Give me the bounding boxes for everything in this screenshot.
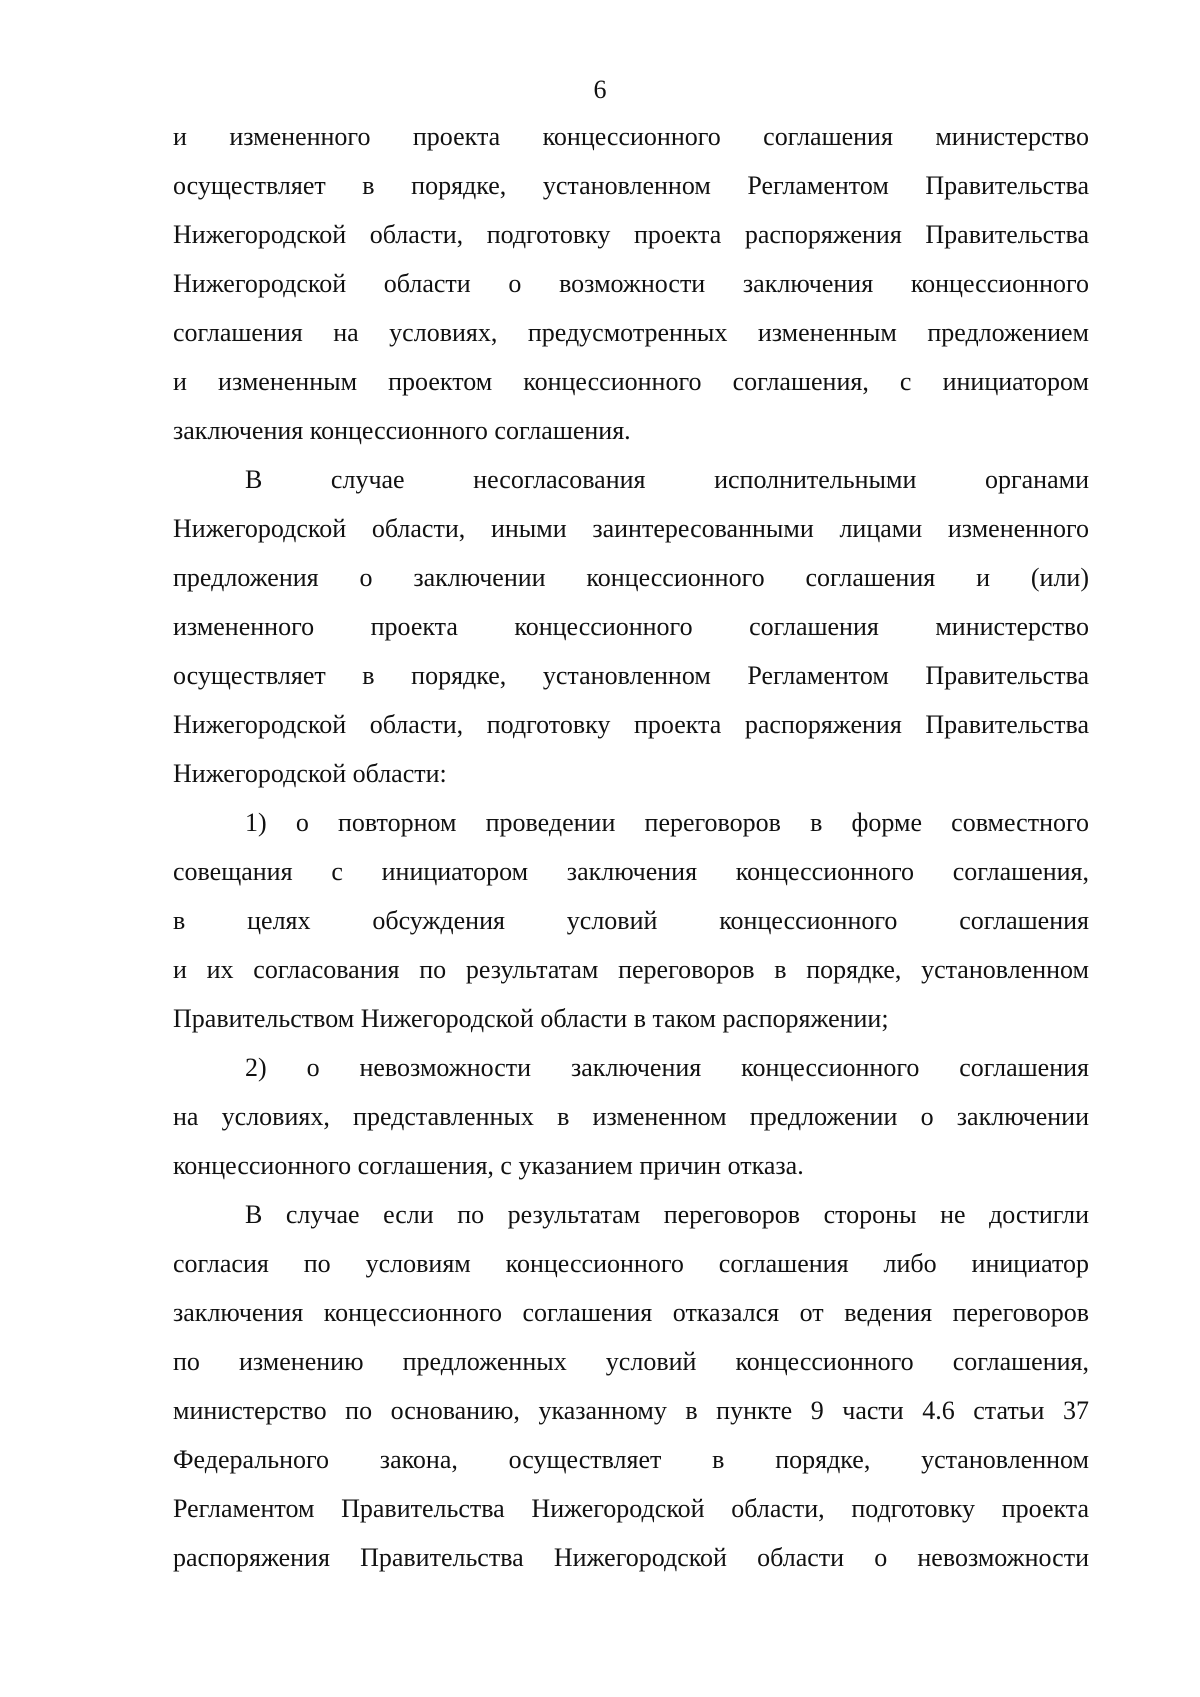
text-line: согласия по условиям концессионного соглашения либо инициатор: [173, 1249, 1089, 1278]
text-line: Нижегородской области, иными заинтересованными лицами измененного: [173, 514, 1089, 543]
text-line: Нижегородской области:: [173, 759, 447, 788]
paragraph: [173, 798, 1089, 1043]
text-line: Правительством Нижегородской области в таком распоряжении;: [173, 1004, 889, 1033]
text-line: Нижегородской области, подготовку проекта распоряжения Правительства: [173, 710, 1089, 739]
text-line: соглашения на условиях, предусмотренных измененным предложением: [173, 318, 1089, 347]
paragraph: [173, 455, 1089, 798]
text-line: измененного проекта концессионного соглашения министерство: [173, 612, 1089, 641]
document-body: [173, 112, 1089, 1582]
paragraph: [173, 1043, 1089, 1190]
text-line: осуществляет в порядке, установленном Регламентом Правительства: [173, 661, 1089, 690]
text-line: заключения концессионного соглашения отказался от ведения переговоров: [173, 1298, 1089, 1327]
text-line: в целях обсуждения условий концессионного соглашения: [173, 906, 1089, 935]
text-line: 1) о повторном проведении переговоров в форме совместного: [245, 808, 1089, 837]
text-line: заключения концессионного соглашения.: [173, 416, 631, 445]
text-line: осуществляет в порядке, установленном Регламентом Правительства: [173, 171, 1089, 200]
text-line: и их согласования по результатам переговоров в порядке, установленном: [173, 955, 1089, 984]
text-line: Нижегородской области о возможности заключения концессионного: [173, 269, 1089, 298]
paragraph: [173, 1190, 1089, 1582]
text-line: совещания с инициатором заключения концессионного соглашения,: [173, 857, 1089, 886]
text-line: В случае если по результатам переговоров стороны не достигли: [245, 1200, 1089, 1229]
text-line: распоряжения Правительства Нижегородской области о невозможности: [173, 1543, 1089, 1572]
text-line: и измененного проекта концессионного соглашения министерство: [173, 122, 1089, 151]
text-line: Нижегородской области, подготовку проекта распоряжения Правительства: [173, 220, 1089, 249]
paragraph: [173, 112, 1089, 455]
text-line: министерство по основанию, указанному в пункте 9 части 4.6 статьи 37: [173, 1396, 1089, 1425]
text-line: на условиях, представленных в измененном предложении о заключении: [173, 1102, 1089, 1131]
text-line: по изменению предложенных условий концессионного соглашения,: [173, 1347, 1089, 1376]
page-number: 6: [593, 75, 607, 104]
text-line: В случае несогласования исполнительными органами: [245, 465, 1089, 494]
text-line: предложения о заключении концессионного соглашения и (или): [173, 563, 1089, 592]
text-line: Федерального закона, осуществляет в порядке, установленном: [173, 1445, 1089, 1474]
text-line: Регламентом Правительства Нижегородской области, подготовку проекта: [173, 1494, 1089, 1523]
text-line: 2) о невозможности заключения концессионного соглашения: [245, 1053, 1089, 1082]
text-line: и измененным проектом концессионного соглашения, с инициатором: [173, 367, 1089, 396]
text-line: концессионного соглашения, с указанием причин отказа.: [173, 1151, 804, 1180]
